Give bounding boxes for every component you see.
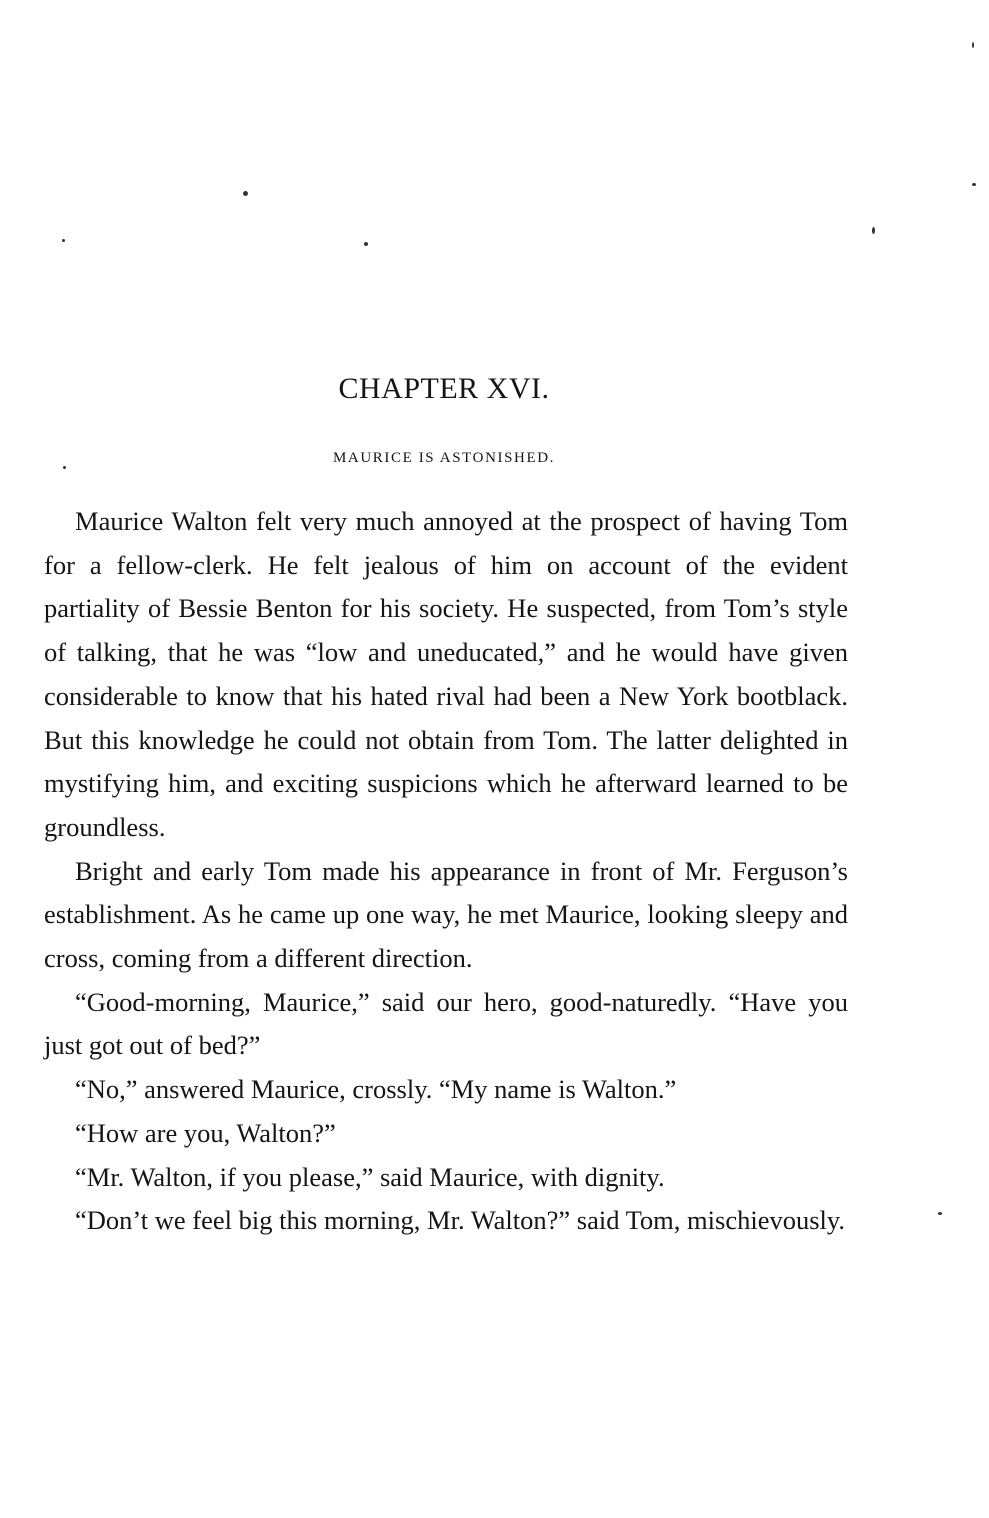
chapter-number: CHAPTER XVI.: [338, 372, 550, 405]
paragraph: “Good-morning, Maurice,” said our hero, good-naturedly. “Have you just got out of bed?”: [44, 986, 848, 1061]
scan-speck: [243, 191, 248, 196]
scan-speck: [972, 42, 974, 48]
scan-speck: [938, 1212, 942, 1215]
paragraph: Bright and early Tom made his appearance in front of Mr. Ferguson’s establishment. As he came up one way, he met Maurice, looking sleepy and cross, coming from a different direction.: [44, 855, 848, 974]
paragraph: Maurice Walton felt very much annoyed at the prospect of having Tom for a fellow-clerk. He felt jealous of him on account of the evident partiality of Bessie Benton for his society. He suspected, from Tom’s style of talking, that he was “low and uneducated,” and he would have given considerable to know that his hated rival had been a New York bootblack. But this knowledge he could not obtain from Tom. The latter delighted in mystifying him, and exciting suspicions which he afterward learned to be groundless.: [44, 506, 848, 842]
scan-speck: [872, 227, 875, 234]
chapter-title: MAURICE IS ASTONISHED.: [332, 450, 556, 466]
chapter-body: [44, 500, 848, 1243]
paragraph: “No,” answered Maurice, crossly. “My name is Walton.”: [75, 1074, 677, 1105]
paragraph: “How are you, Walton?”: [75, 1117, 336, 1148]
scan-speck: [972, 183, 976, 186]
paragraph: “Mr. Walton, if you please,” said Maurice, with dignity.: [75, 1161, 665, 1192]
scan-speck: [62, 239, 65, 242]
scan-speck: [364, 242, 368, 246]
paragraph: “Don’t we feel big this morning, Mr. Walton?” said Tom, mischievously.: [75, 1205, 846, 1236]
